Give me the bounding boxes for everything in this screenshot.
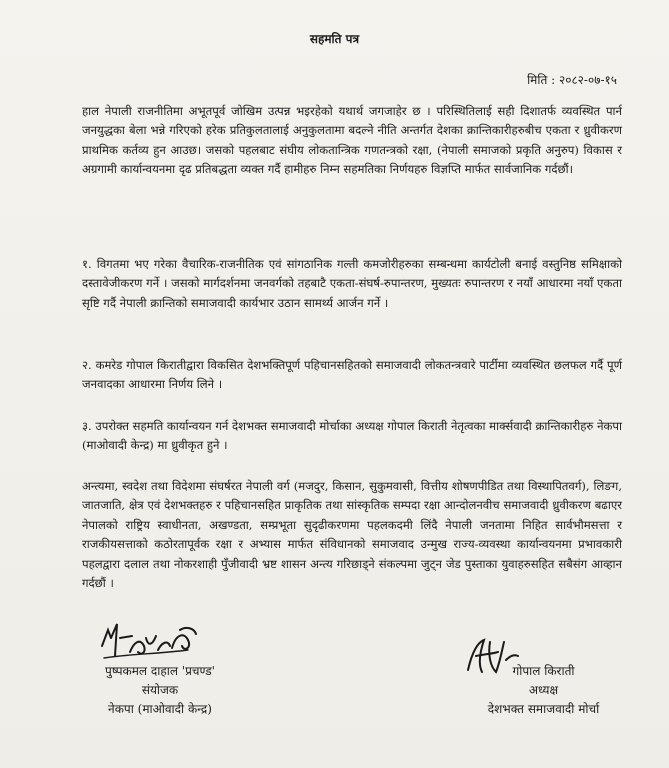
signatory-left xyxy=(70,662,250,719)
agreement-point-3: ३. उपरोक्त सहमति कार्यान्वयन गर्न देशभक्त समाजवादी मोर्चाका अध्यक्ष गोपाल किराती नेतृत्वका मार्क्सवादी क्रान्तिकारीहरु नेकपा (माओवादी केन्द्र) मा ध्रुवीकृत हुने । xyxy=(82,419,622,453)
signatory-right-org: देशभक्त समाजवादी मोर्चा xyxy=(487,702,600,716)
agreement-point-2: २. कमरेड गोपाल किरातीद्वारा विकसित देशभक्तिपूर्ण पहिचानसहितको समाजवादी लोकतन्त्रवारे पार्टीमा व्यवस्थित छलफल गर्दै पूर्ण जनवादका आधारमा निर्णय लिने । xyxy=(82,358,622,392)
document-title: सहमति पत्र xyxy=(309,32,360,46)
signatory-left-name: पुष्पकमल दाहाल 'प्रचण्ड' xyxy=(105,664,215,678)
document-date: मिति : २०८२-०७-१५ xyxy=(527,73,617,87)
signatory-left-org: नेकपा (माओवादी केन्द्र) xyxy=(108,702,212,716)
signatory-left-role: संयोजक xyxy=(141,683,179,697)
closing-paragraph: अन्त्यमा, स्वदेश तथा विदेशमा संघर्षरत नेपाली वर्ग (मजदुर, किसान, सुकुमवासी, वित्तीय शोषणपीडित तथा विस्थापितवर्ग), लिङग, जातजाति, क्षेत्र एवं देशभक्तहरु र पहिचानसहित प्राकृतिक तथा सांस्कृतिक सम्पदा रक्षा आन्दोलनवीच समाजवादी ध्रुवीकरण बढाएर नेपालको राष्ट्रिय स्वाधीनता, अखण्डता, सम्प्रभूता सुदृढीकरणमा पहलकदमी लिंदै नेपाली जनतामा निहित सार्वभौमसत्ता र राजकीयसत्ताको कठोरतापूर्वक रक्षा र अभ्यास मार्फत संविधानको समाजवाद उन्मुख राज्य-व्यवस्था कार्यान्वयनमा प्रभावकारी पहलद्वारा दलाल तथा नोकरशाही पुँजीवादी भ्रष्ट शासन अन्त्य गरिछाड्ने संकल्पमा जुट्न जेड पुस्ताका युवाहरुसहित सबैसंग आव्हान गर्दछौं । xyxy=(82,479,622,591)
intro-paragraph: हाल नेपाली राजनीतिमा अभूतपूर्व जोखिम उत्पन्न भइरहेको यथार्थ जगजाहेर छ । परिस्थितिलाई सही दिशातर्फ व्यवस्थित पार्न जनयुद्धका बेला भन्ने गरिएको हरेक प्रतिकुलतालाई अनुकुलतामा बदल्ने नीति अन्तर्गत देशका क्रान्तिकारीहरुबीच एकता र ध्रुवीकरण प्राथमिक कर्तव्य हुन आउछ। जसको पहलबाट संघीय लोकतान्त्रिक गणतन्त्रको रक्षा, (नेपाली समाजको प्रकृति अनुरुप) विकास र अग्रगामी कार्यान्वयनमा दृढ प्रतिबद्धता व्यक्त गर्दै हामीहरु निम्न सहमतिका निर्णयहरु विज्ञप्ति मार्फत सार्वजानिक गर्दछौं। xyxy=(82,104,622,177)
signature-left-image xyxy=(98,616,208,664)
signatory-right xyxy=(456,662,631,719)
signatory-right-name: गोपाल किराती xyxy=(512,664,575,678)
agreement-point-1: १. विगतमा भए गरेका वैचारिक-राजनीतिक एवं सांगठानिक गल्ती कमजोरीहरुका सम्बन्धमा कार्यटोली बनाई वस्तुनिष्ठ समिक्षाको दस्तावेजीकरण गर्ने । जसको मार्गदर्शनमा जनवर्गको तहबाटै एकता-संघर्ष-रुपान्तरण, मुख्यतः रुपान्तरण र नयाँ आधारमा नयाँ एकता सृष्टि गर्दै नेपाली क्रान्तिको समाजवादी कार्यभार उठान सामर्थ्य आर्जन गर्ने । xyxy=(82,257,622,310)
signatory-right-role: अध्यक्ष xyxy=(528,683,559,697)
